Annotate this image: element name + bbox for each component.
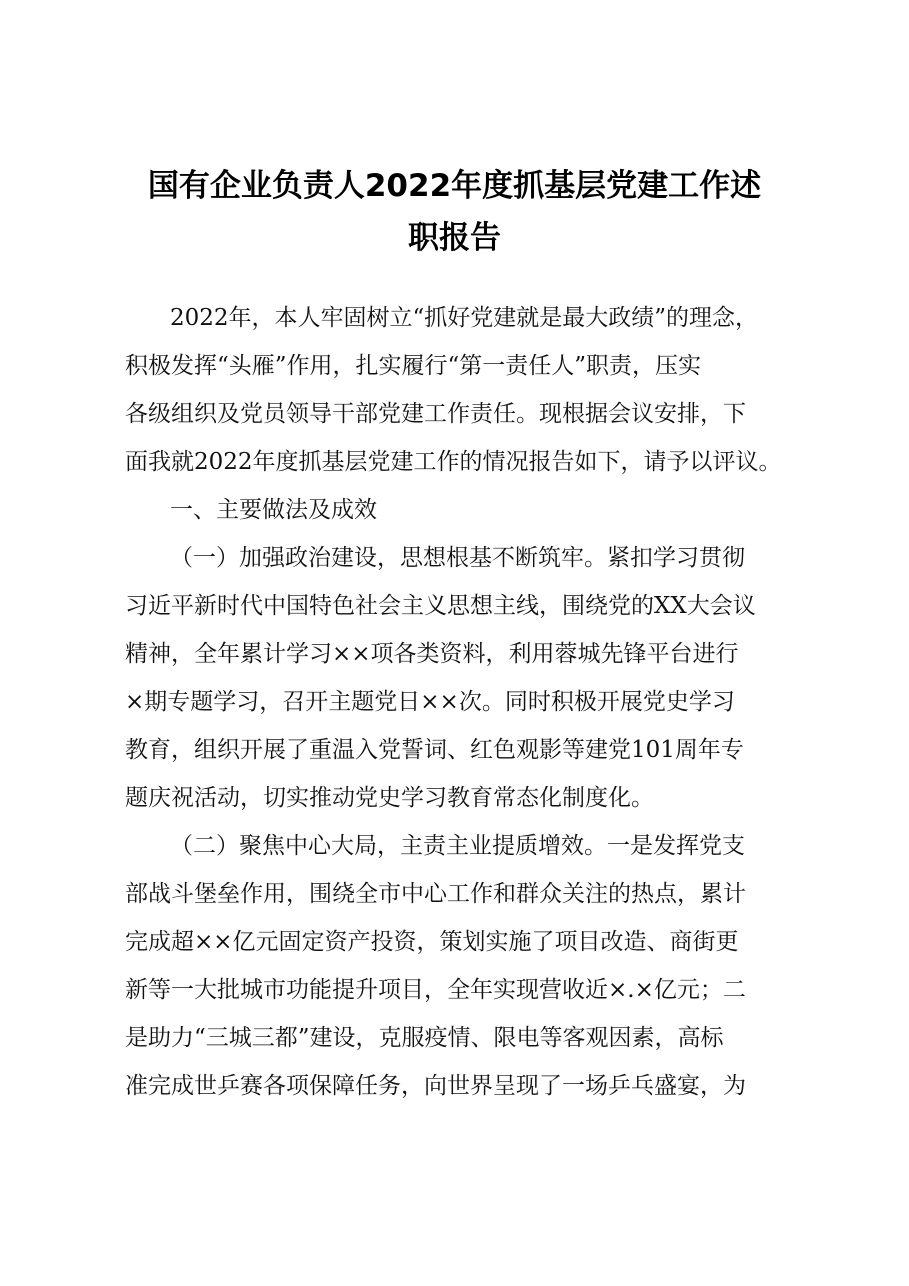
body-line-8: 精神，全年累计学习××项各类资料，利用蓉城先锋平台进行	[125, 641, 739, 667]
body-line-10: 教育，组织开展了重温入党誓词、红色观影等建党101周年专	[125, 737, 744, 763]
body-line-11: 题庆祝活动，切实推动党史学习教育常态化制度化。	[125, 785, 654, 811]
body-line-6: （一）加强政治建设，思想根基不断筑牢。紧扣学习贯彻	[170, 545, 745, 571]
body-line-13: 部战斗堡垒作用，围绕全市中心工作和群众关注的热点，累计	[125, 881, 746, 907]
body-line-15: 新等一大批城市功能提升项目，全年实现营收近×.×亿元；二	[125, 977, 746, 1003]
body-line-16: 是助力“三城三都”建设，克服疫情、限电等客观因素，高标	[125, 1025, 724, 1051]
body-line-14: 完成超××亿元固定资产投资，策划实施了项目改造、商街更	[125, 929, 739, 955]
body-line-4: 面我就2022年度抓基层党建工作的情况报告如下，请予以评议。	[125, 449, 782, 475]
body-line-2: 积极发挥“头雁”作用，扎实履行“第一责任人”职责，压实	[125, 353, 702, 379]
document-title-line-1: 国有企业负责人2022年度抓基层党建工作述	[147, 168, 762, 204]
body-line-3: 各级组织及党员领导干部党建工作责任。现根据会议安排，下	[125, 401, 746, 427]
body-line-1: 2022年，本人牢固树立“抓好党建就是最大政绩”的理念，	[170, 305, 759, 331]
body-line-12: （二）聚焦中心大局，主责主业提质增效。一是发挥党支	[170, 833, 745, 859]
body-line-7: 习近平新时代中国特色社会主义思想主线，围绕党的XX大会议	[125, 593, 756, 619]
body-line-9: ×期专题学习，召开主题党日××次。同时积极开展党史学习	[125, 689, 735, 715]
body-line-17: 准完成世乒赛各项保障任务，向世界呈现了一场乒乓盛宴，为	[125, 1073, 746, 1099]
section-heading: 一、主要做法及成效	[170, 497, 377, 523]
document-title-line-2: 职报告	[408, 220, 501, 256]
